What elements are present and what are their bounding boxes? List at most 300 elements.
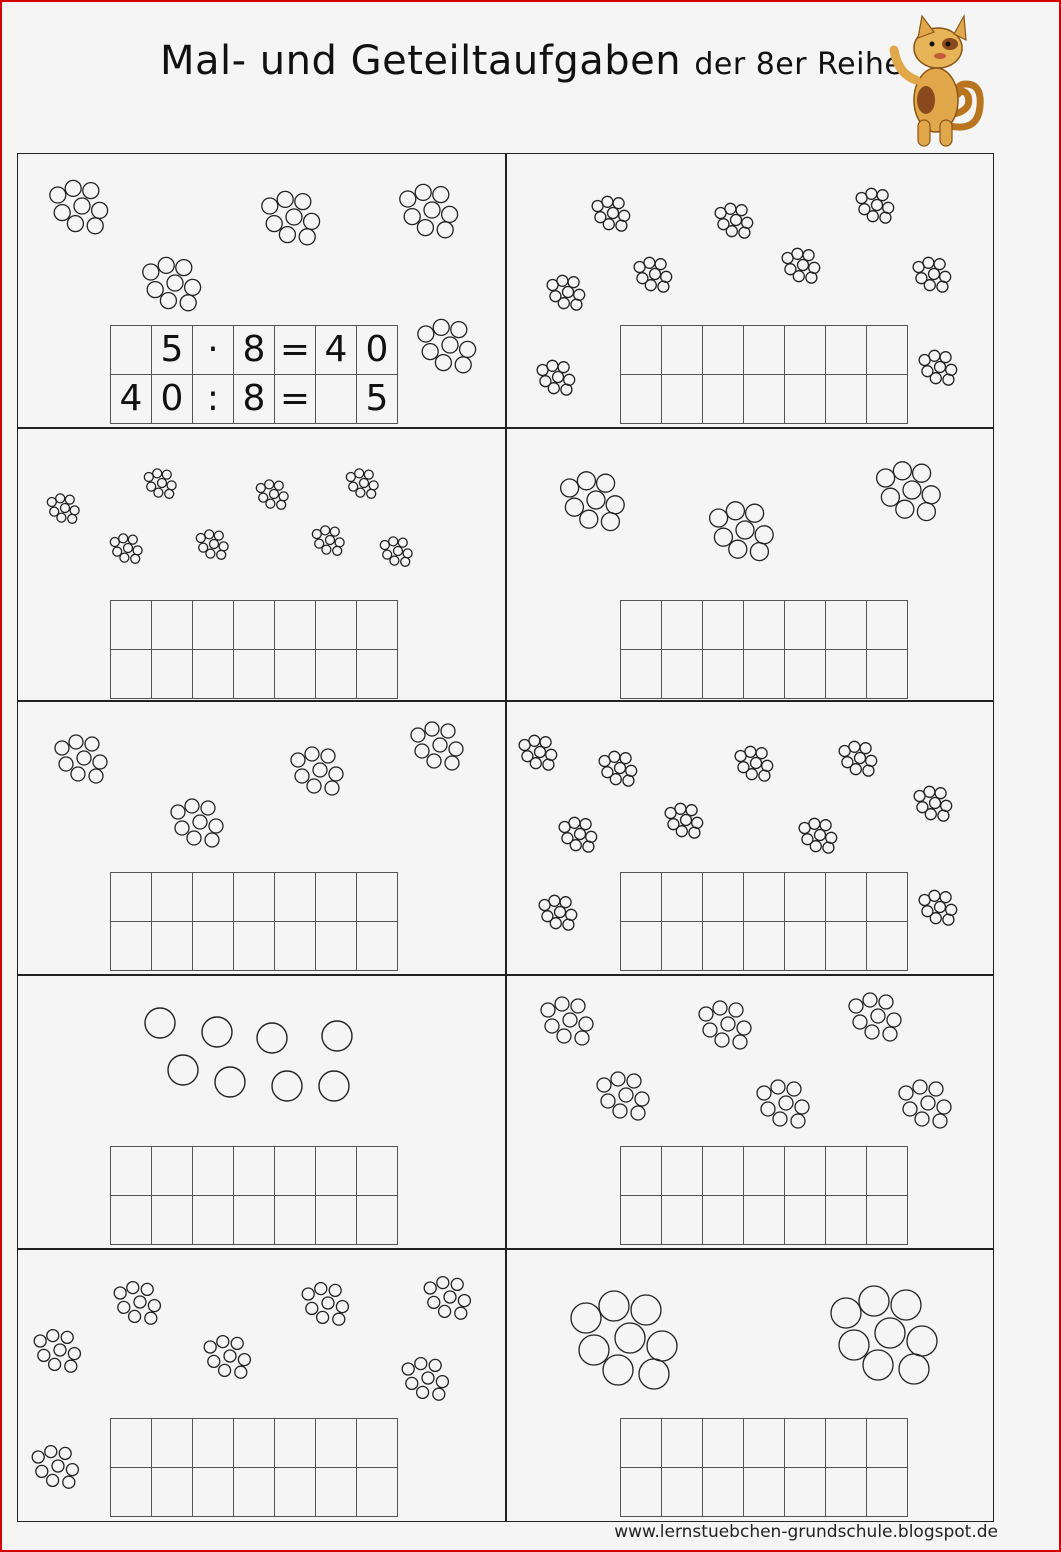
answer-cell[interactable] <box>152 650 193 699</box>
answer-cell[interactable] <box>621 1196 662 1245</box>
dot <box>154 488 163 497</box>
answer-cell[interactable] <box>111 1419 152 1468</box>
answer-cell[interactable] <box>234 1147 275 1196</box>
dot <box>877 469 895 487</box>
dot <box>899 1354 929 1384</box>
dot <box>795 1100 809 1114</box>
answer-cell[interactable] <box>111 650 152 699</box>
dot <box>128 535 137 544</box>
dot <box>871 1009 885 1023</box>
dot <box>745 746 756 757</box>
dot <box>369 481 378 490</box>
dot <box>417 1386 429 1398</box>
dot <box>455 357 471 373</box>
dot <box>561 479 579 497</box>
dot <box>429 1359 441 1371</box>
answer-cell[interactable] <box>357 922 398 971</box>
answer-cell[interactable] <box>744 873 785 922</box>
answer-cell[interactable] <box>357 1147 398 1196</box>
answer-cell[interactable] <box>621 650 662 699</box>
answer-cell[interactable] <box>193 1419 234 1468</box>
dot <box>575 1031 589 1045</box>
cell <box>316 375 357 424</box>
dot <box>547 360 558 371</box>
dot <box>77 751 91 765</box>
answer-cell[interactable] <box>111 922 152 971</box>
answer-cell[interactable] <box>662 1147 703 1196</box>
answer-cell[interactable] <box>152 873 193 922</box>
answer-table[interactable] <box>110 872 398 971</box>
answer-cell[interactable] <box>867 922 908 971</box>
dot <box>545 1019 559 1033</box>
dot <box>346 473 355 482</box>
answer-cell[interactable] <box>193 1468 234 1517</box>
dot <box>579 1335 609 1365</box>
answer-cell[interactable] <box>785 650 826 699</box>
dot <box>201 801 215 815</box>
answer-cell[interactable] <box>826 1147 867 1196</box>
answer-cell[interactable] <box>316 1419 357 1468</box>
dot <box>451 322 467 338</box>
answer-cell[interactable] <box>744 326 785 375</box>
dot <box>131 554 140 563</box>
dot <box>36 1465 48 1477</box>
answer-cell[interactable] <box>316 601 357 650</box>
answer-cell[interactable] <box>703 375 744 424</box>
cell: = <box>275 326 316 375</box>
answer-cell[interactable] <box>111 873 152 922</box>
answer-cell[interactable] <box>152 1468 193 1517</box>
answer-cell[interactable] <box>111 1147 152 1196</box>
dot <box>401 557 410 566</box>
answer-cell[interactable] <box>662 1196 703 1245</box>
answer-cell[interactable] <box>867 601 908 650</box>
answer-cell[interactable] <box>275 1147 316 1196</box>
answer-cell[interactable] <box>703 601 744 650</box>
dot <box>257 1023 287 1053</box>
dot-group <box>914 786 952 821</box>
answer-cell[interactable] <box>867 1419 908 1468</box>
table-row <box>111 873 398 922</box>
dot <box>167 481 176 490</box>
answer-cell[interactable] <box>316 1147 357 1196</box>
dot <box>863 1350 893 1380</box>
dot <box>329 1284 341 1296</box>
answer-cell[interactable] <box>826 1419 867 1468</box>
dot <box>940 892 951 903</box>
answer-cell[interactable] <box>234 1468 275 1517</box>
answer-cell[interactable] <box>621 601 662 650</box>
dot <box>631 1295 661 1325</box>
dot <box>929 890 940 901</box>
dot <box>602 196 613 207</box>
answer-cell[interactable] <box>703 650 744 699</box>
answer-cell[interactable] <box>234 1196 275 1245</box>
table-row <box>111 1196 398 1245</box>
dot <box>193 815 207 829</box>
dot <box>580 510 598 528</box>
dot <box>860 743 871 754</box>
dot-group <box>302 1283 348 1326</box>
answer-cell[interactable] <box>193 922 234 971</box>
dot <box>529 735 540 746</box>
answer-cell[interactable] <box>744 650 785 699</box>
dot <box>65 1360 77 1372</box>
answer-cell[interactable] <box>703 1419 744 1468</box>
table-row <box>111 375 398 424</box>
dot <box>820 820 831 831</box>
answer-cell[interactable] <box>826 873 867 922</box>
dot <box>866 188 877 199</box>
dot <box>436 1376 448 1388</box>
answer-cell[interactable] <box>744 375 785 424</box>
dot-group <box>839 741 877 776</box>
answer-cell[interactable] <box>662 1468 703 1517</box>
dot-group <box>262 191 320 244</box>
answer-cell[interactable] <box>744 1196 785 1245</box>
answer-cell[interactable] <box>744 601 785 650</box>
dot <box>887 1013 901 1027</box>
answer-cell[interactable] <box>826 922 867 971</box>
answer-cell[interactable] <box>785 1419 826 1468</box>
dot <box>129 1310 141 1322</box>
dot <box>867 211 878 222</box>
answer-cell[interactable] <box>826 1196 867 1245</box>
dot-group <box>592 196 630 231</box>
cell: = <box>275 375 316 424</box>
answer-cell[interactable] <box>275 1468 316 1517</box>
answer-cell[interactable] <box>826 1468 867 1517</box>
dot <box>613 198 624 209</box>
answer-cell[interactable] <box>662 601 703 650</box>
answer-cell[interactable] <box>193 1196 234 1245</box>
dot <box>56 494 65 503</box>
answer-cell[interactable] <box>785 326 826 375</box>
answer-table[interactable] <box>110 1146 398 1245</box>
answer-cell[interactable] <box>316 1196 357 1245</box>
answer-cell[interactable] <box>703 922 744 971</box>
dot <box>299 229 315 245</box>
answer-cell[interactable] <box>785 873 826 922</box>
dot <box>305 747 319 761</box>
table-row <box>111 922 398 971</box>
dot <box>798 260 809 271</box>
dot-group <box>599 751 637 786</box>
answer-cell[interactable] <box>193 1147 234 1196</box>
dot <box>59 757 73 771</box>
cell <box>111 326 152 375</box>
answer-cell[interactable] <box>234 650 275 699</box>
dot <box>71 767 85 781</box>
dot <box>540 737 551 748</box>
footer-url: www.lernstuebchen-grundschule.blogspot.de <box>614 1522 998 1542</box>
dot-group <box>402 1358 448 1401</box>
answer-cell[interactable] <box>234 873 275 922</box>
dot <box>333 1313 345 1325</box>
answer-cell[interactable] <box>316 873 357 922</box>
dot <box>422 344 438 360</box>
dot <box>938 810 949 821</box>
dot <box>460 341 476 357</box>
answer-table[interactable] <box>620 325 908 424</box>
dot <box>168 1055 198 1085</box>
answer-cell[interactable] <box>621 1468 662 1517</box>
answer-cell[interactable] <box>111 1468 152 1517</box>
answer-cell[interactable] <box>703 1196 744 1245</box>
answer-cell[interactable] <box>703 873 744 922</box>
answer-cell[interactable] <box>785 601 826 650</box>
dot <box>428 1296 440 1308</box>
answer-cell[interactable] <box>152 1147 193 1196</box>
answer-cell[interactable] <box>621 922 662 971</box>
table-row <box>621 1419 908 1468</box>
dot <box>133 546 142 555</box>
dot <box>92 202 108 218</box>
dot <box>52 1460 64 1472</box>
answer-cell[interactable] <box>867 375 908 424</box>
dot <box>433 187 449 203</box>
dot <box>601 1094 615 1108</box>
dot <box>597 474 615 492</box>
dot <box>322 1297 334 1309</box>
answer-cell[interactable] <box>785 1468 826 1517</box>
dot-group <box>541 997 593 1045</box>
dot <box>256 484 265 493</box>
table-row <box>621 601 908 650</box>
answer-table[interactable] <box>110 1418 398 1517</box>
answer-cell[interactable] <box>662 922 703 971</box>
dot <box>141 1283 153 1295</box>
dot <box>569 817 580 828</box>
dot <box>69 735 83 749</box>
dot <box>571 999 585 1013</box>
answer-cell[interactable] <box>234 922 275 971</box>
title-main: Mal- und Geteiltaufgaben <box>160 38 682 84</box>
dot-group <box>757 1080 809 1128</box>
dot <box>34 1335 46 1347</box>
dot <box>779 1096 793 1110</box>
dot-group <box>312 526 344 555</box>
dot <box>725 203 736 214</box>
cell: 0 <box>357 326 398 375</box>
dot <box>935 362 946 373</box>
dot <box>110 538 119 547</box>
answer-cell[interactable] <box>357 1468 398 1517</box>
dot <box>329 767 343 781</box>
dot <box>739 227 750 238</box>
dot <box>32 1451 44 1463</box>
dot <box>773 1112 787 1126</box>
answer-cell[interactable] <box>357 1196 398 1245</box>
dot <box>145 1008 175 1038</box>
answer-cell[interactable] <box>275 601 316 650</box>
dot-group <box>849 993 901 1041</box>
dot <box>681 815 692 826</box>
dot <box>565 498 583 516</box>
dot-group <box>114 1282 160 1325</box>
answer-cell[interactable] <box>357 601 398 650</box>
answer-cell[interactable] <box>152 1196 193 1245</box>
dot <box>571 1303 601 1333</box>
answer-table[interactable] <box>110 600 398 699</box>
answer-cell[interactable] <box>785 1147 826 1196</box>
cell: 8 <box>234 326 275 375</box>
answer-cell[interactable] <box>621 1147 662 1196</box>
answer-cell[interactable] <box>275 873 316 922</box>
dot <box>675 803 686 814</box>
dot <box>433 319 449 335</box>
dot-group <box>418 319 476 372</box>
answer-cell[interactable] <box>662 873 703 922</box>
dot-group <box>519 735 557 770</box>
dot-group <box>346 469 378 498</box>
answer-cell[interactable] <box>826 650 867 699</box>
dot <box>417 220 433 236</box>
answer-table[interactable] <box>620 1418 908 1517</box>
dot <box>710 509 728 527</box>
cell: 8 <box>234 375 275 424</box>
answer-cell[interactable] <box>621 1419 662 1468</box>
dot <box>726 502 744 520</box>
answer-cell[interactable] <box>316 922 357 971</box>
table-row <box>111 601 398 650</box>
dot <box>322 1021 352 1051</box>
answer-cell[interactable] <box>357 1419 398 1468</box>
answer-table[interactable] <box>620 1146 908 1245</box>
dot <box>302 1288 314 1300</box>
answer-cell[interactable] <box>234 1419 275 1468</box>
answer-cell[interactable] <box>826 326 867 375</box>
dot <box>609 751 620 762</box>
dot <box>54 1344 66 1356</box>
answer-cell[interactable] <box>785 375 826 424</box>
dot <box>550 918 561 929</box>
dot <box>613 1104 627 1118</box>
table-row <box>621 1468 908 1517</box>
answer-cell[interactable] <box>357 873 398 922</box>
dot <box>427 754 441 768</box>
answer-table[interactable] <box>620 600 908 699</box>
answer-cell[interactable] <box>785 1196 826 1245</box>
dot <box>644 257 655 268</box>
answer-cell[interactable] <box>744 1147 785 1196</box>
dot <box>557 1029 571 1043</box>
dot <box>923 257 934 268</box>
answer-cell[interactable] <box>316 1468 357 1517</box>
answer-cell[interactable] <box>111 1196 152 1245</box>
dot <box>750 543 768 561</box>
answer-cell[interactable] <box>867 326 908 375</box>
answer-cell[interactable] <box>152 922 193 971</box>
answer-cell[interactable] <box>703 1147 744 1196</box>
dot <box>59 1447 71 1459</box>
dot <box>561 384 572 395</box>
answer-cell[interactable] <box>357 650 398 699</box>
answer-cell[interactable] <box>193 873 234 922</box>
answer-table[interactable] <box>620 872 908 971</box>
dot-group <box>735 746 773 781</box>
dot-group <box>715 203 753 238</box>
dot <box>736 205 747 216</box>
table-row <box>621 1147 908 1196</box>
dot <box>418 326 434 342</box>
dot <box>148 1300 160 1312</box>
dot <box>45 1446 57 1458</box>
dot <box>333 546 342 555</box>
answer-cell[interactable] <box>316 650 357 699</box>
dot <box>563 919 574 930</box>
dot <box>38 1349 50 1361</box>
answer-cell[interactable] <box>193 650 234 699</box>
answer-cell[interactable] <box>152 1419 193 1468</box>
dot <box>217 550 226 559</box>
dot <box>627 1074 641 1088</box>
answer-cell[interactable] <box>621 326 662 375</box>
answer-cell[interactable] <box>621 375 662 424</box>
dot <box>608 208 619 219</box>
answer-cell[interactable] <box>867 873 908 922</box>
answer-cell[interactable] <box>785 922 826 971</box>
answer-cell[interactable] <box>193 601 234 650</box>
dot <box>940 352 951 363</box>
answer-cell[interactable] <box>111 601 152 650</box>
dot <box>877 190 888 201</box>
answer-cell[interactable] <box>662 1419 703 1468</box>
answer-cell[interactable] <box>744 1419 785 1468</box>
dot <box>543 759 554 770</box>
table-row <box>621 650 908 699</box>
answer-cell[interactable] <box>826 375 867 424</box>
answer-cell[interactable] <box>703 326 744 375</box>
answer-cell[interactable] <box>152 601 193 650</box>
answer-cell[interactable] <box>867 1468 908 1517</box>
dot-group <box>634 257 672 292</box>
answer-cell[interactable] <box>234 601 275 650</box>
answer-cell[interactable] <box>662 650 703 699</box>
dot <box>913 1080 927 1094</box>
dot <box>791 1114 805 1128</box>
answer-cell[interactable] <box>826 601 867 650</box>
dot-group <box>171 799 223 847</box>
dot <box>458 1295 470 1307</box>
dot <box>210 540 219 549</box>
answer-cell[interactable] <box>867 650 908 699</box>
answer-cell[interactable] <box>275 1419 316 1468</box>
answer-cell[interactable] <box>662 375 703 424</box>
dot <box>398 538 407 547</box>
answer-cell[interactable] <box>867 1196 908 1245</box>
answer-cell[interactable] <box>703 1468 744 1517</box>
dot <box>755 526 773 544</box>
answer-cell[interactable] <box>662 326 703 375</box>
dot <box>924 280 935 291</box>
dot <box>219 1364 231 1376</box>
answer-cell[interactable] <box>744 922 785 971</box>
dot <box>903 481 921 499</box>
answer-cell[interactable] <box>621 873 662 922</box>
dot-group <box>204 1336 250 1379</box>
dot <box>934 259 945 270</box>
answer-cell[interactable] <box>744 1468 785 1517</box>
dot <box>647 1331 677 1361</box>
answer-cell[interactable] <box>275 1196 316 1245</box>
dot <box>759 770 770 781</box>
answer-cell[interactable] <box>275 922 316 971</box>
answer-cell[interactable] <box>867 1147 908 1196</box>
dot <box>771 1080 785 1094</box>
answer-cell[interactable] <box>275 650 316 699</box>
dot <box>85 737 99 751</box>
